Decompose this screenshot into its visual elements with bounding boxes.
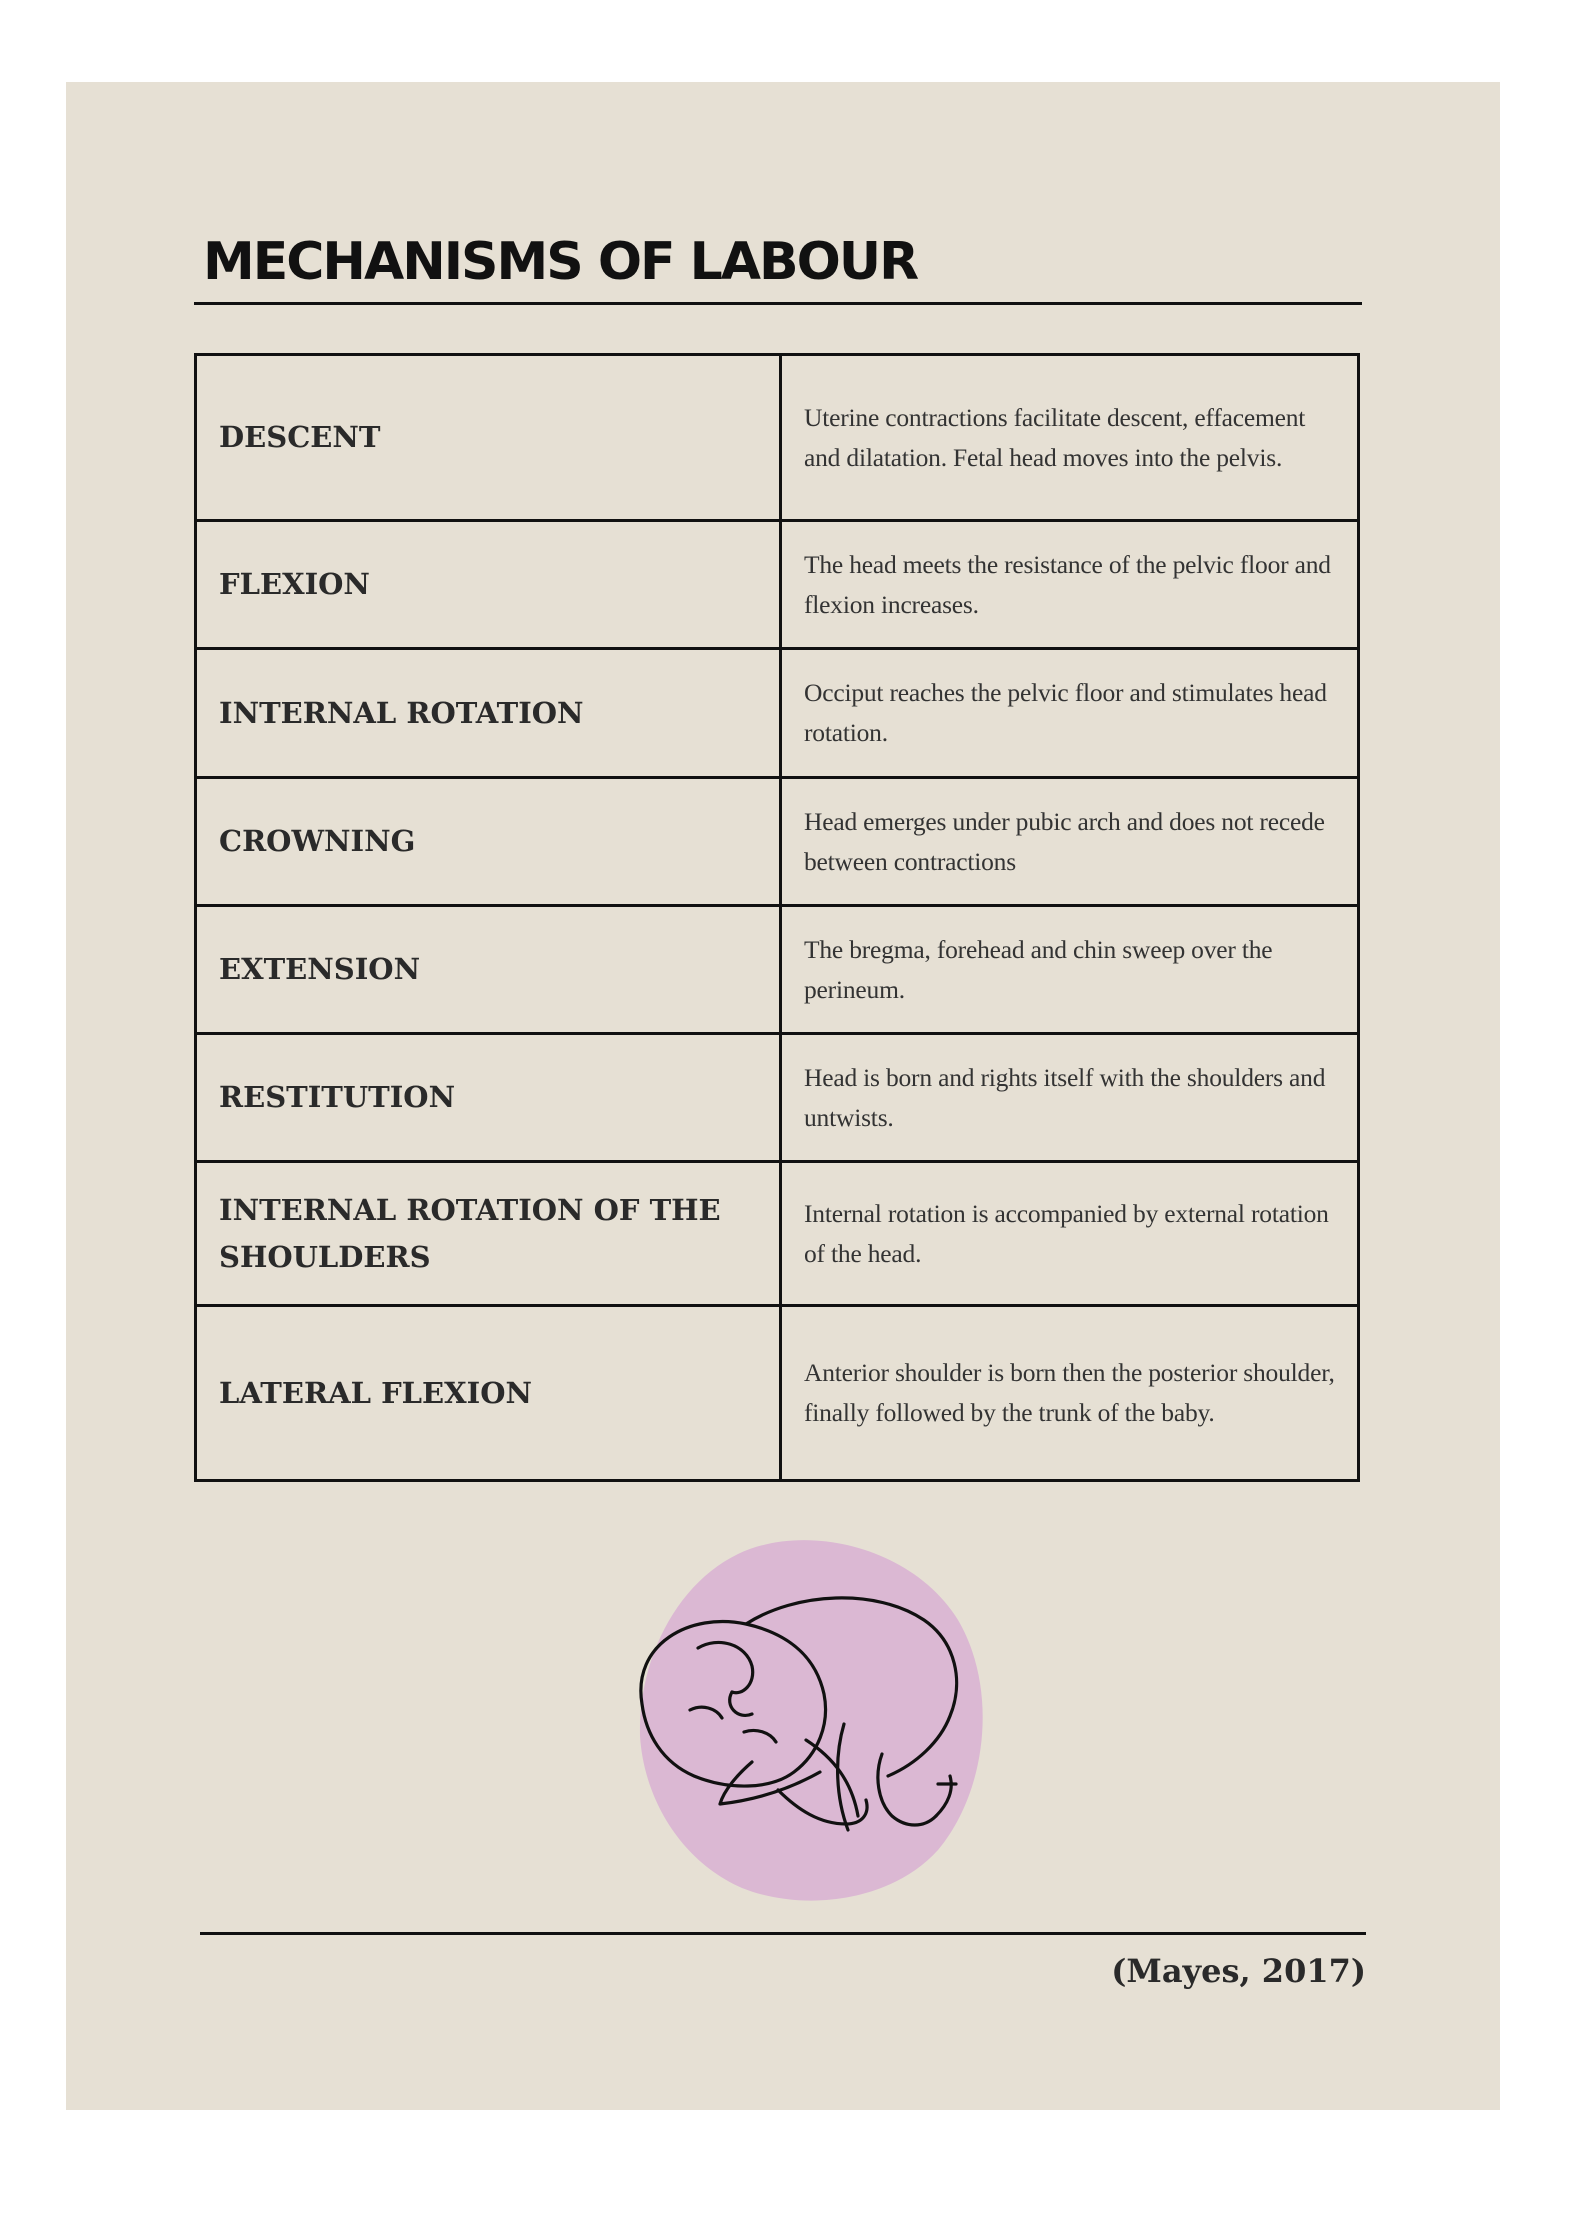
stage-name: INTERNAL ROTATION [196, 649, 781, 778]
stage-description: Anterior shoulder is born then the posterior shoulder, finally followed by the trunk of the baby. [781, 1306, 1359, 1481]
table-row [196, 1162, 1359, 1306]
pink-blob [640, 1540, 983, 1900]
table-row [196, 906, 1359, 1034]
stage-description: Head is born and rights itself with the shoulders and untwists. [781, 1034, 1359, 1162]
table-row [196, 355, 1359, 521]
table-row [196, 1034, 1359, 1162]
stage-description: The bregma, forehead and chin sweep over the perineum. [781, 906, 1359, 1034]
mechanisms-table [194, 353, 1360, 1482]
stage-description: Internal rotation is accompanied by external rotation of the head. [781, 1162, 1359, 1306]
sleeping-baby-illustration [620, 1528, 1000, 1908]
stage-name: RESTITUTION [196, 1034, 781, 1162]
table-row [196, 649, 1359, 778]
footer-divider [200, 1932, 1366, 1935]
stage-name: DESCENT [196, 355, 781, 521]
stage-name: FLEXION [196, 521, 781, 649]
table-row [196, 521, 1359, 649]
stage-description: Occiput reaches the pelvic floor and stimulates head rotation. [781, 649, 1359, 778]
table-row [196, 1306, 1359, 1481]
stage-description: Head emerges under pubic arch and does not recede between contractions [781, 778, 1359, 906]
document-title: MECHANISMS OF LABOUR [203, 232, 918, 292]
stage-description: Uterine contractions facilitate descent, effacement and dilatation. Fetal head moves into the pelvis. [781, 355, 1359, 521]
title-divider [194, 302, 1362, 305]
stage-name: EXTENSION [196, 906, 781, 1034]
table-row [196, 778, 1359, 906]
stage-name: CROWNING [196, 778, 781, 906]
stage-name: LATERAL FLEXION [196, 1306, 781, 1481]
stage-description: The head meets the resistance of the pelvic floor and flexion increases. [781, 521, 1359, 649]
stage-name: INTERNAL ROTATION OF THE SHOULDERS [196, 1162, 781, 1306]
citation: (Mayes, 2017) [1111, 1952, 1366, 1990]
